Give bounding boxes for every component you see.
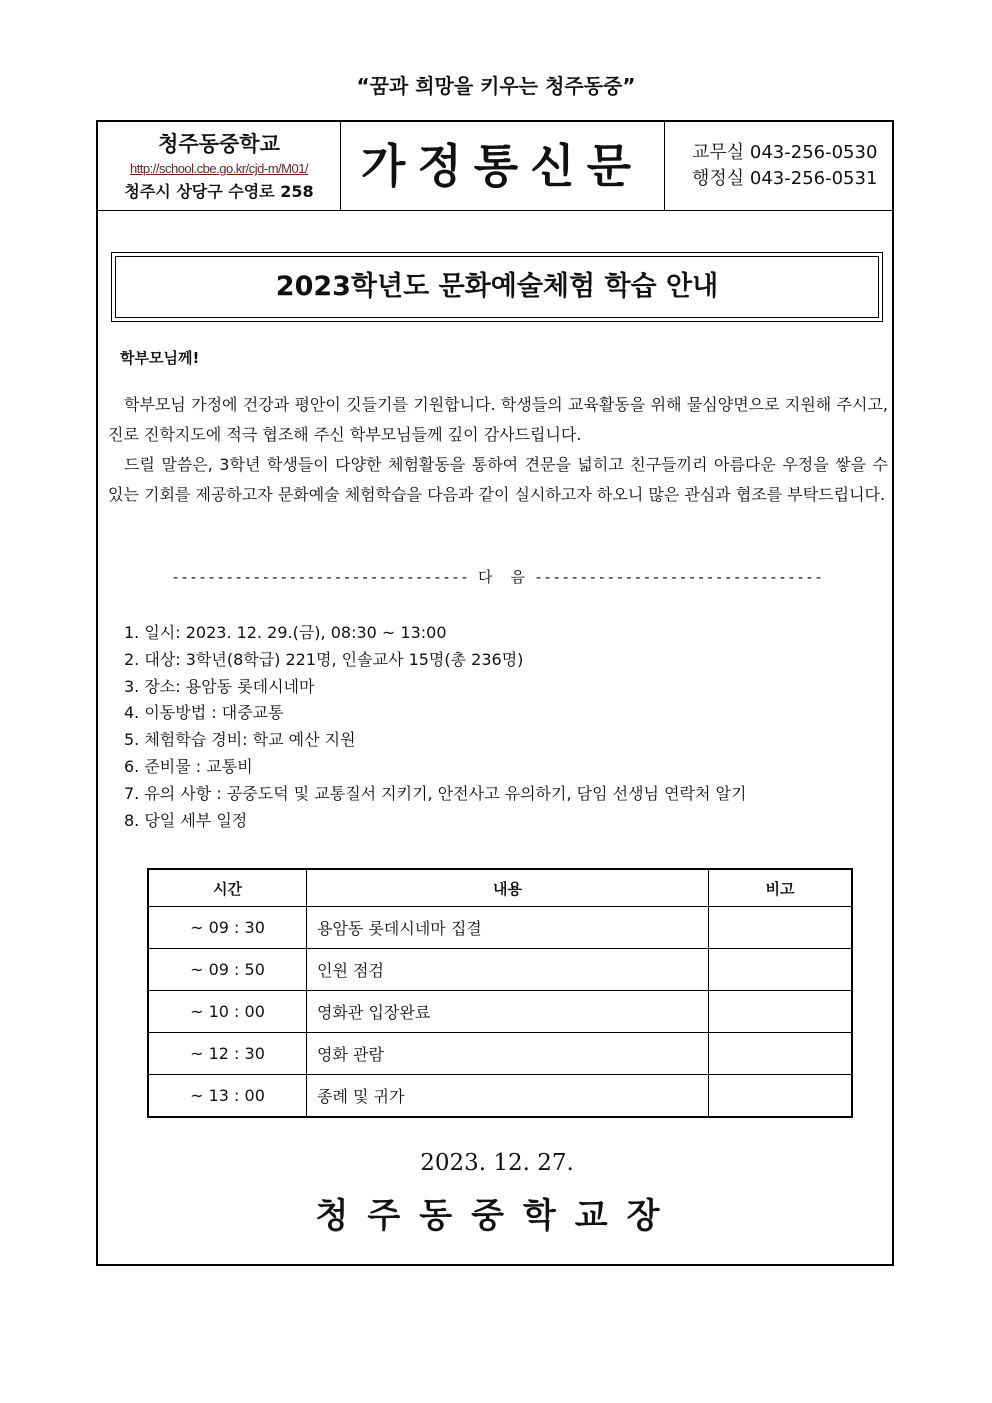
letter-body [108,390,888,510]
list-item: 5. 체험학습 경비: 학교 예산 지원 [124,730,356,750]
schedule-time: ~ 09 : 30 [148,907,307,949]
paragraph: 드릴 말씀은, 3학년 학생들이 다양한 체험활동을 통하여 견문을 넓히고 친구들끼리 아름다운 우정을 쌓을 수 있는 기회를 제공하고자 문화예술 체험학습을 다음과 같이 실시하고자 하오니 많은 관심과 협조를 부탁드립니다. [108,455,888,504]
contact-label: 교무실 [692,142,745,163]
table-row [148,991,852,1033]
list-item: 8. 당일 세부 일정 [124,810,248,830]
table-row [148,949,852,991]
school-url-link[interactable]: http://school.cbe.go.kr/cjd-m/M01/ [129,161,309,176]
list-item: 7. 유의 사항 : 공중도덕 및 교통질서 지키기, 안전사고 유의하기, 담임 선생님 연락처 알기 [124,783,747,803]
schedule-content: 종례 및 귀가 [307,1075,709,1118]
table-row [148,907,852,949]
school-address: 청주시 상당구 수영로 258 [124,182,314,201]
issue-date: 2023. 12. 27. [420,1150,574,1176]
schedule-note [709,991,853,1033]
contact-phone: 043-256-0530 [749,142,878,163]
list-item: 2. 대상: 3학년(8학급) 221명, 인솔교사 15명(총 236명) [124,649,524,669]
schedule-note [709,1033,853,1075]
school-motto: “꿈과 희망을 키우는 청주동중” [356,74,636,98]
details-list [124,620,746,834]
school-name: 청주동중학교 [158,132,280,156]
schedule-content: 용암동 롯데시네마 집결 [307,907,709,949]
table-row [148,1033,852,1075]
contact-phone: 043-256-0531 [749,168,878,189]
table-header-row [148,869,852,907]
divider-dashes: --------------------------------- [170,568,478,586]
paragraph: 학부모님 가정에 건강과 평안이 깃들기를 기원합니다. 학생들의 교육활동을 위해 물심양면으로 지원해 주시고, 진로 진학지도에 적극 협조해 주신 학부모님들께 깊이 감사드립니다. [108,395,888,444]
section-divider [98,566,896,587]
column-header-note: 비고 [709,869,853,907]
divider-dashes: -------------------------------- [525,568,824,586]
schedule-note [709,1075,853,1118]
newsletter-frame [96,120,894,1266]
list-item: 4. 이동방법 : 대중교통 [124,703,284,723]
table-row [148,1075,852,1118]
schedule-content: 인원 점검 [307,949,709,991]
schedule-table [147,868,853,1118]
schedule-time: ~ 12 : 30 [148,1033,307,1075]
school-info [98,122,341,210]
schedule-time: ~ 09 : 50 [148,949,307,991]
column-header-content: 내용 [307,869,709,907]
schedule-time: ~ 13 : 00 [148,1075,307,1118]
schedule-time: ~ 10 : 00 [148,991,307,1033]
contact-line [692,140,877,166]
list-item: 6. 준비물 : 교통비 [124,756,253,776]
contact-info [692,140,877,192]
document-title: 2023학년도 문화예술체험 학습 안내 [115,256,879,318]
contact-line [692,166,877,192]
divider-label: 다 음 [477,568,526,586]
newsletter-header [98,122,892,211]
list-item: 1. 일시: 2023. 12. 29.(금), 08:30 ~ 13:00 [124,623,447,642]
newsletter-title: 가정통신문 [340,122,665,210]
signer: 청주동중학교장 [315,1196,679,1236]
schedule-content: 영화관 입장완료 [307,991,709,1033]
greeting: 학부모님께! [120,349,200,367]
column-header-time: 시간 [148,869,307,907]
document-title-box [111,252,883,322]
schedule-note [709,907,853,949]
contact-label: 행정실 [692,168,745,189]
list-item: 3. 장소: 용암동 롯데시네마 [124,676,315,696]
schedule-content: 영화 관람 [307,1033,709,1075]
schedule-note [709,949,853,991]
